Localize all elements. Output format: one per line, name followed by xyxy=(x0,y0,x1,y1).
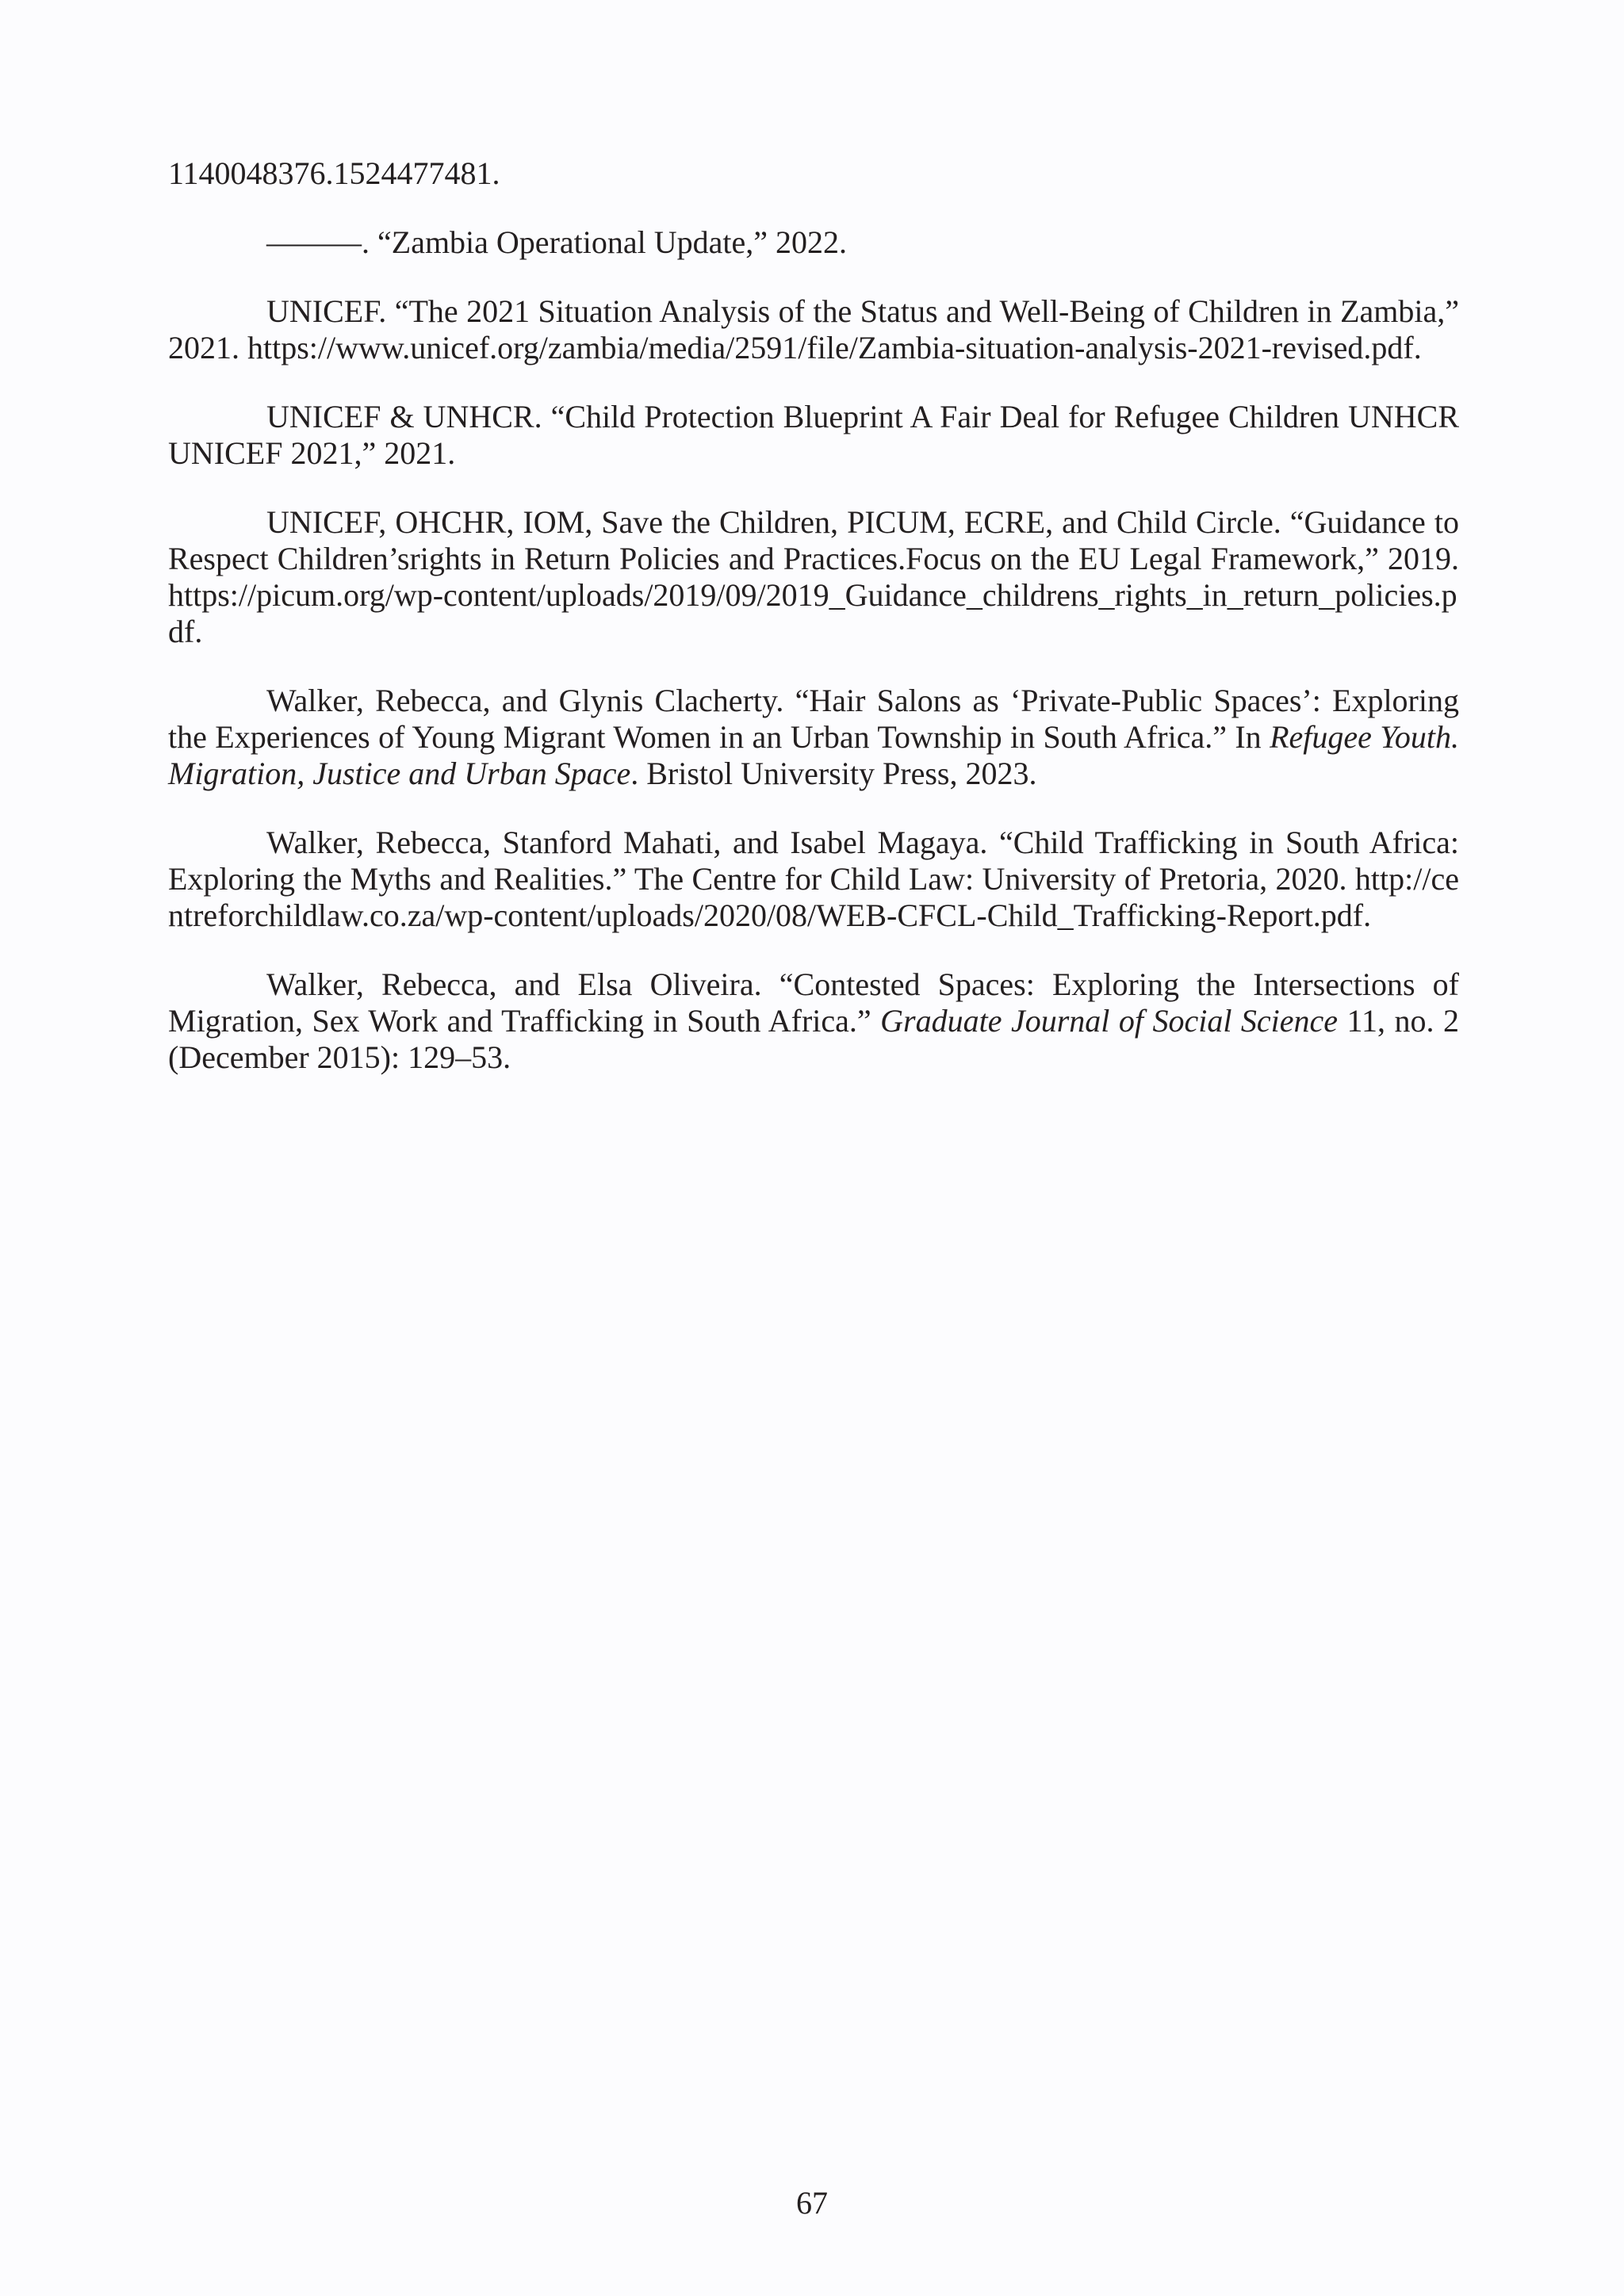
reference-text: UNICEF. “The 2021 Situation Analysis of the Status and Well-Being of Children in Zambia,” 2021. xyxy=(168,293,1459,365)
reference-text: UNICEF, OHCHR, IOM, Save the Children, PICUM, ECRE, and Child Circle. “Guidance to Respect Children’srights in Return Policies and Practices.Focus on the EU Legal Framework,” 2019. xyxy=(168,504,1459,576)
reference-unicef-ohchr-guidance xyxy=(168,504,1459,650)
reference-journal-title: Graduate Journal of Social Science xyxy=(880,1003,1339,1039)
reference-url[interactable]: https://picum.org/wp-content/uploads/2019/09/2019_Guidance_childrens_rights_in_return_policies.pdf. xyxy=(168,577,1457,649)
reference-walker-mahati-magaya xyxy=(168,825,1459,934)
reference-url[interactable]: http://centreforchildlaw.co.za/wp-content/uploads/2020/08/WEB-CFCL-Child_Trafficking-Report.pdf. xyxy=(168,861,1459,933)
reference-text: Walker, Rebecca, and Glynis Clacherty. “Hair Salons as ‘Private-Public Spaces’: Exploring the Experiences of Young Migrant Women in an Urban Township in South Africa.” In xyxy=(168,683,1459,755)
page-number: 67 xyxy=(796,2185,828,2221)
reference-zambia-operational-update: ———. “Zambia Operational Update,” 2022. xyxy=(266,224,847,260)
reference-text: Walker, Rebecca, Stanford Mahati, and Isabel Magaya. “Child Trafficking in South Africa: Exploring the Myths and Realities.” The Centre for Child Law: University of Pretoria, 2020. xyxy=(168,825,1459,897)
reference-walker-clacherty xyxy=(168,683,1459,792)
reference-issue-details: 11, no. 2 (December 2015): 129–53. xyxy=(168,1003,1459,1075)
reference-walker-oliveira xyxy=(168,966,1459,1076)
reference-text: Walker, Rebecca, and Elsa Oliveira. “Contested Spaces: Exploring the Intersections of Migration, Sex Work and Trafficking in South Africa.” xyxy=(168,966,1459,1039)
reference-url[interactable]: https://www.unicef.org/zambia/media/2591/file/Zambia-situation-analysis-2021-revised.pdf. xyxy=(247,330,1422,365)
reference-publisher: . Bristol University Press, 2023. xyxy=(630,756,1037,791)
bibliography-page xyxy=(168,155,1459,1108)
reference-unicef-unhcr-blueprint: UNICEF & UNHCR. “Child Protection Blueprint A Fair Deal for Refugee Children UNHCR UNICEF 2021,” 2021. xyxy=(168,399,1459,471)
reference-unicef-situation-analysis xyxy=(168,293,1459,366)
reference-book-title: Refugee Youth. Migration, Justice and Urban Space xyxy=(168,719,1459,791)
reference-continuation: 1140048376.1524477481. xyxy=(168,155,500,191)
